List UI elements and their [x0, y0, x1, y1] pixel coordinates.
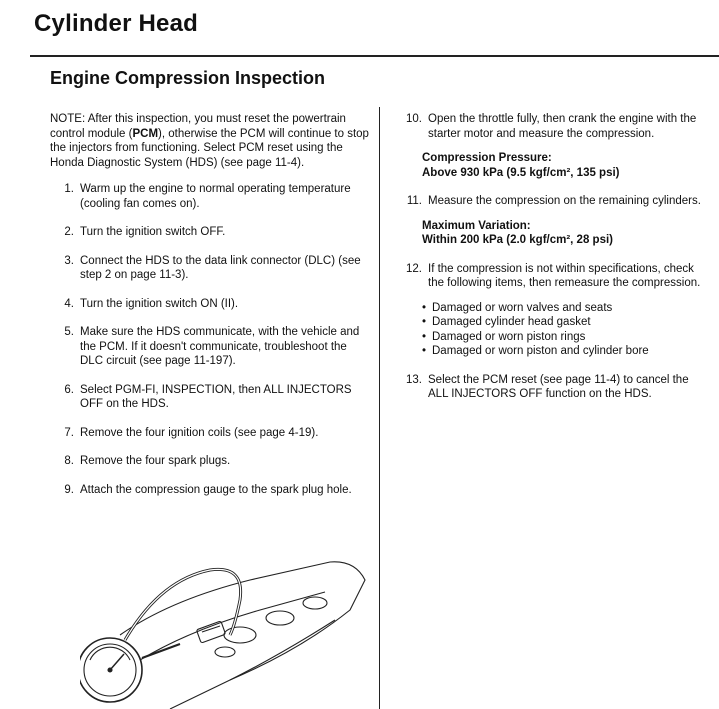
step-13: 13. Select the PCM reset (see page 11-4) to cancel the ALL INJECTORS OFF function on the HDS.	[406, 373, 689, 400]
step-7: 7. Remove the four ignition coils (see page 4-19).	[64, 426, 319, 439]
step-3: 3. Connect the HDS to the data link connector (DLC) (see step 2 on page 11-3).	[64, 254, 361, 281]
variation-spec: Maximum Variation: Within 200 kPa (2.0 kgf/cm², 28 psi)	[422, 219, 613, 246]
step-2: 2. Turn the ignition switch OFF.	[64, 226, 226, 238]
step-12: 12. If the compression is not within specifications, check the following items, then remeasure the compression.	[406, 262, 701, 289]
step-6: 6. Select PGM-FI, INSPECTION, then ALL INJECTORS OFF on the HDS.	[64, 383, 352, 410]
step-8: 8. Remove the four spark plugs.	[64, 455, 231, 467]
compression-spec: Compression Pressure: Above 930 kPa (9.5 kgf/cm², 135 psi)	[422, 152, 620, 179]
right-column	[398, 112, 708, 416]
check-item: • Damaged or worn piston rings	[422, 330, 708, 345]
step-5: 5. Make sure the HDS communicate, with the vehicle and the PCM. If it doesn't communicate, troubleshoot the DLC circuit (see page 11-197).	[64, 326, 360, 367]
title-divider	[30, 55, 719, 57]
check-item: • Damaged or worn piston and cylinder bore	[422, 344, 708, 359]
check-items-list	[422, 301, 708, 359]
left-column	[50, 112, 370, 511]
check-item: • Damaged cylinder head gasket	[422, 315, 708, 330]
note-paragraph: NOTE: After this inspection, you must reset the powertrain control module (PCM), otherwise the PCM will continue to stop the injectors from functioning. Select PCM reset using the Honda Diagnostic System (HDS) (see page 11-4).	[50, 113, 369, 169]
section-title: Engine Compression Inspection	[50, 68, 326, 88]
step-9: 9. Attach the compression gauge to the spark plug hole.	[64, 483, 352, 496]
step-11: 11. Measure the compression on the remaining cylinders.	[406, 195, 701, 207]
check-item: • Damaged or worn valves and seats	[422, 301, 708, 316]
step-10: 10. Open the throttle fully, then crank the engine with the starter motor and measure the compression.	[406, 113, 697, 140]
step-4: 4. Turn the ignition switch ON (II).	[64, 297, 239, 310]
chapter-title: Cylinder Head	[34, 10, 198, 37]
compression-gauge-illustration	[80, 540, 380, 709]
step-1: 1. Warm up the engine to normal operating temperature (cooling fan comes on).	[64, 183, 351, 210]
